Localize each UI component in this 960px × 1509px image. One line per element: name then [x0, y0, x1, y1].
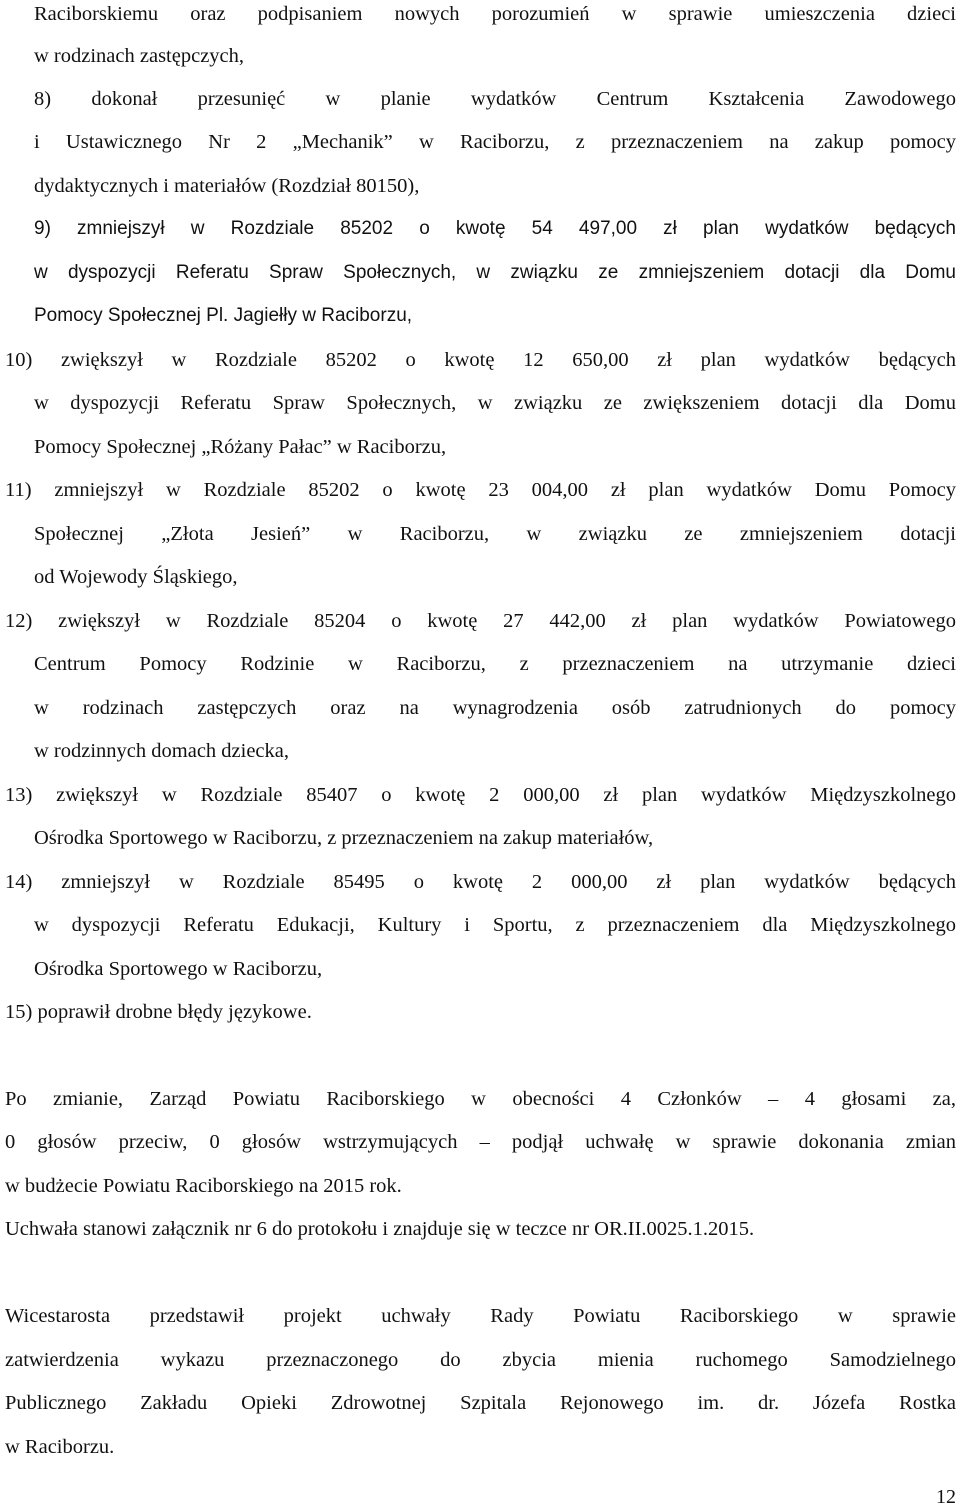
list-item-13-line: 13) zwiększył w Rozdziale 85407 o kwotę 2 000,00 zł plan wydatków Międzyszkolnego	[5, 784, 956, 806]
list-item-10-line: Pomocy Społecznej „Różany Pałac” w Raciborzu,	[34, 436, 447, 458]
list-item-14-line: w dyspozycji Referatu Edukacji, Kultury i Sportu, z przeznaczeniem dla Międzyszkolnego	[34, 914, 956, 936]
list-item-11-line: od Wojewody Śląskiego,	[34, 566, 238, 588]
attachment-note: Uchwała stanowi załącznik nr 6 do protokołu i znajduje się w teczce nr OR.II.0025.1.2015.	[5, 1218, 755, 1240]
vote-paragraph-line: 0 głosów przeciw, 0 głosów wstrzymujących – podjął uchwałę w sprawie dokonania zmian	[5, 1131, 956, 1153]
vote-paragraph-line: Po zmianie, Zarząd Powiatu Raciborskiego w obecności 4 Członków – 4 głosami za,	[5, 1088, 956, 1110]
closing-paragraph-line: w Raciborzu.	[5, 1436, 115, 1458]
list-item-12-line: w rodzinnych domach dziecka,	[34, 740, 290, 762]
list-item-13-line: Ośrodka Sportowego w Raciborzu, z przeznaczeniem na zakup materiałów,	[34, 827, 654, 849]
list-item-9-line: Pomocy Społecznej Pl. Jagiełły w Raciborzu,	[34, 305, 413, 326]
vote-paragraph-line: w budżecie Powiatu Raciborskiego na 2015 rok.	[5, 1175, 402, 1197]
text-line: Raciborskiemu oraz podpisaniem nowych porozumień w sprawie umieszczenia dzieci	[34, 3, 956, 25]
page-number: 12	[936, 1486, 956, 1508]
list-item-11-line: Społecznej „Złota Jesień” w Raciborzu, w związku ze zmniejszeniem dotacji	[34, 523, 956, 545]
list-item-11-line: 11) zmniejszył w Rozdziale 85202 o kwotę 23 004,00 zł plan wydatków Domu Pomocy	[5, 479, 956, 501]
list-item-9-line: w dyspozycji Referatu Spraw Społecznych, w związku ze zmniejszeniem dotacji dla Domu	[34, 262, 956, 283]
closing-paragraph-line: Wicestarosta przedstawił projekt uchwały Rady Powiatu Raciborskiego w sprawie	[5, 1305, 956, 1327]
list-item-12-line: 12) zwiększył w Rozdziale 85204 o kwotę 27 442,00 zł plan wydatków Powiatowego	[5, 610, 956, 632]
list-item-14-line: 14) zmniejszył w Rozdziale 85495 o kwotę 2 000,00 zł plan wydatków będących	[5, 871, 956, 893]
list-item-15-line: 15) poprawił drobne błędy językowe.	[5, 1001, 312, 1023]
list-item-8-line: 8) dokonał przesunięć w planie wydatków Centrum Kształcenia Zawodowego	[34, 88, 956, 110]
list-item-14-line: Ośrodka Sportowego w Raciborzu,	[34, 958, 323, 980]
list-item-10-line: 10) zwiększył w Rozdziale 85202 o kwotę 12 650,00 zł plan wydatków będących	[5, 349, 956, 371]
closing-paragraph-line: zatwierdzenia wykazu przeznaczonego do zbycia mienia ruchomego Samodzielnego	[5, 1349, 956, 1371]
list-item-12-line: w rodzinach zastępczych oraz na wynagrodzenia osób zatrudnionych do pomocy	[34, 697, 956, 719]
list-item-12-line: Centrum Pomocy Rodzinie w Raciborzu, z przeznaczeniem na utrzymanie dzieci	[34, 653, 956, 675]
list-item-9-line: 9) zmniejszył w Rozdziale 85202 o kwotę 54 497,00 zł plan wydatków będących	[34, 218, 956, 239]
closing-paragraph-line: Publicznego Zakładu Opieki Zdrowotnej Szpitala Rejonowego im. dr. Józefa Rostka	[5, 1392, 956, 1414]
text-line: w rodzinach zastępczych,	[34, 45, 245, 67]
list-item-10-line: w dyspozycji Referatu Spraw Społecznych, w związku ze zwiększeniem dotacji dla Domu	[34, 392, 956, 414]
list-item-8-line: dydaktycznych i materiałów (Rozdział 80150),	[34, 175, 420, 197]
list-item-8-line: i Ustawicznego Nr 2 „Mechanik” w Raciborzu, z przeznaczeniem na zakup pomocy	[34, 131, 956, 153]
